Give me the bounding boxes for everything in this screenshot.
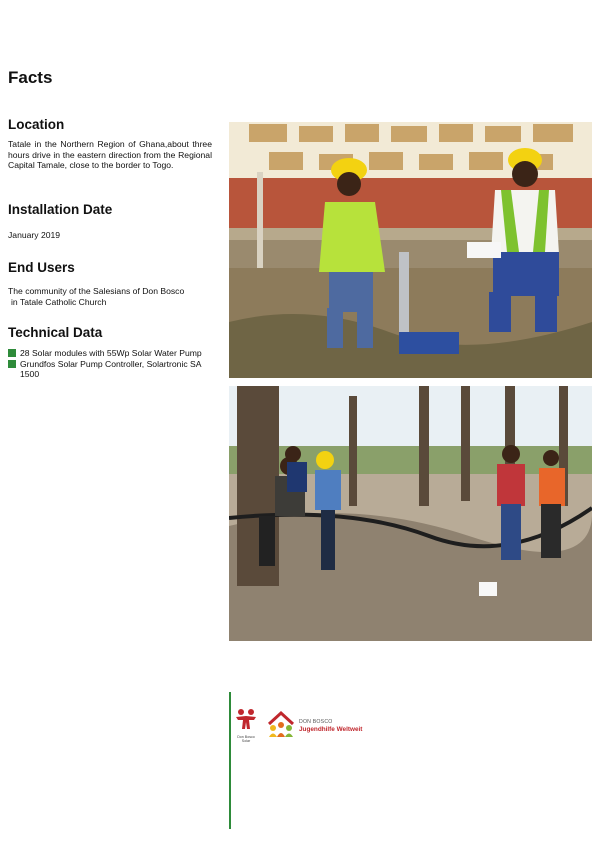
list-item: [8, 359, 220, 380]
photo-workers-pump: [229, 122, 592, 378]
end-users-heading: End Users: [8, 260, 75, 275]
photo-group-pipe: [229, 386, 592, 641]
don-bosco-solar-line2: Solar: [241, 739, 251, 743]
accent-divider: [229, 692, 231, 829]
jugendhilfe-line2: Jugendhilfe Weltweit: [299, 726, 363, 733]
bullet-square-icon: [8, 349, 16, 357]
technical-list: [8, 348, 220, 380]
location-text: Tatale in the Northern Region of Ghana,about three hours drive in the eastern direction from the Regional Capital Tamale, close to the border to Togo.: [8, 139, 212, 171]
don-bosco-solar-line1: Don Bosco: [237, 735, 255, 739]
house-figures-icon: [266, 710, 296, 740]
technical-item-1: 28 Solar modules with 55Wp Solar Water Pump: [20, 348, 202, 358]
technical-heading: Technical Data: [8, 325, 103, 340]
end-users-text: [8, 286, 228, 307]
bullet-square-icon: [8, 360, 16, 368]
installation-heading: Installation Date: [8, 202, 113, 217]
installation-text: January 2019: [8, 230, 61, 240]
technical-item-2: Grundfos Solar Pump Controller, Solartronic SA 1500: [20, 358, 202, 380]
don-bosco-solar-logo: [234, 708, 258, 743]
location-heading: Location: [8, 117, 65, 132]
page-title: Facts: [8, 68, 53, 87]
end-users-line2: in Tatale Catholic Church: [11, 296, 107, 307]
list-item: [8, 348, 220, 359]
jugendhilfe-logo: [266, 710, 376, 740]
solar-figures-icon: [234, 708, 258, 730]
end-users-line1: The community of the Salesians of Don Bosco: [8, 286, 185, 296]
jugendhilfe-line1: DON BOSCO: [299, 719, 333, 725]
